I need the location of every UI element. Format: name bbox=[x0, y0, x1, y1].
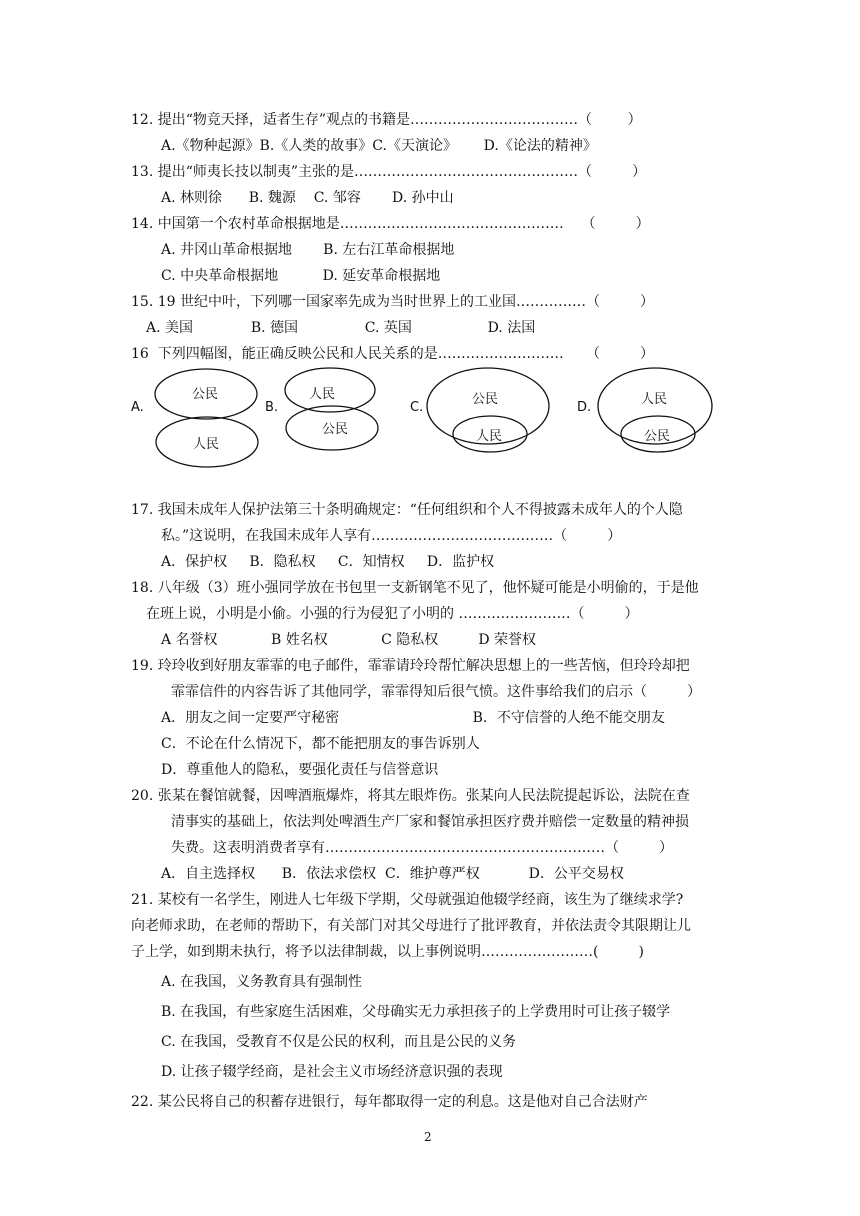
q16-venn-diagrams bbox=[0, 362, 860, 472]
c-renmin-text: 人民 bbox=[476, 429, 503, 444]
q19-stem-line2: 霏霏信件的内容告诉了其他同学，霏霏得知后很气愤。这件事给我们的启示（ ） bbox=[171, 684, 702, 700]
q13-stem: 13. 提出“师夷长技以制夷”主张的是…………………………………………（ ） bbox=[131, 164, 647, 180]
q15-stem: 15. 19 世纪中叶，下列哪一国家率先成为当时世界上的工业国……………（ ） bbox=[131, 294, 655, 310]
q18-stem-line1: 18. 八年级（3）班小强同学放在书包里一支新钢笔不见了，他怀疑可能是小明偷的，于是他 bbox=[131, 580, 699, 596]
q18-stem-line2: 在班上说，小明是小偷。小强的行为侵犯了小明的 ……………………（ ） bbox=[146, 606, 639, 622]
q18-options: A 名誉权 B 姓名权 C 隐私权 D 荣誉权 bbox=[161, 632, 536, 648]
b-renmin-text: 人民 bbox=[309, 387, 336, 402]
q14-options-row1: A. 井冈山革命根据地 B. 左右江革命根据地 bbox=[161, 242, 455, 258]
a-gongmin-text: 公民 bbox=[192, 387, 219, 402]
q20-stem-line1: 20. 张某在餐馆就餐，因啤酒瓶爆炸，将其左眼炸伤。张某向人民法院提起诉讼，法院在查 bbox=[131, 788, 690, 804]
q21-stem-line3: 子上学，如到期未执行，将予以法律制裁，以上事例说明……………………( ) bbox=[131, 944, 644, 960]
q20-stem-line3: 失费。这表明消费者享有……………………………………………………（ ） bbox=[171, 840, 674, 856]
q14-stem: 14. 中国第一个农村革命根据地是………………………………………… （ ） bbox=[131, 216, 650, 232]
q21-option-c: C. 在我国，受教育不仅是公民的权利，而且是公民的义务 bbox=[161, 1034, 517, 1050]
diagram-d-label: D. bbox=[577, 400, 592, 415]
q17-stem-line2: 私。”这说明，在我国未成年人享有…………………………………（ ） bbox=[161, 528, 622, 544]
q19-stem-line1: 19. 玲玲收到好朋友霏霏的电子邮件，霏霏请玲玲帮忙解决思想上的一些苦恼，但玲玲却把 bbox=[131, 658, 690, 674]
q13-options: A. 林则徐 B. 魏源 C. 邹容 D. 孙中山 bbox=[161, 190, 454, 206]
q12-options: A.《物种起源》B.《人类的故事》C.《天演论》 D.《论法的精神》 bbox=[161, 138, 597, 154]
q21-stem-line1: 21. 某校有一名学生，刚进人七年级下学期，父母就强迫他辍学经商，该生为了继续求学? bbox=[131, 892, 684, 908]
q17-stem-line1: 17. 我国未成年人保护法第三十条明确规定：“任何组织和个人不得披露未成年人的个人隐 bbox=[131, 502, 683, 518]
q16-stem: 16 下列四幅图，能正确反映公民和人民关系的是……………………… （ ） bbox=[131, 346, 655, 362]
page-number: 2 bbox=[424, 1130, 432, 1144]
q19-option-ab: A．朋友之间一定要严守秘密 B．不守信誉的人绝不能交朋友 bbox=[161, 710, 665, 726]
q15-options: A. 美国 B. 德国 C. 英国 D. 法国 bbox=[146, 320, 536, 336]
diagram-b-label: B. bbox=[265, 400, 279, 415]
q22-stem-line1: 22. 某公民将自己的积蓄存进银行，每年都取得一定的利息。这是他对自己合法财产 bbox=[131, 1094, 648, 1110]
c-gongmin-text: 公民 bbox=[472, 392, 499, 407]
q20-stem-line2: 清事实的基础上，依法判处啤酒生产厂家和餐馆承担医疗费并赔偿一定数量的精神损 bbox=[171, 814, 689, 830]
q21-option-d: D. 让孩子辍学经商，是社会主义市场经济意识强的表现 bbox=[161, 1064, 503, 1080]
q21-stem-line2: 向老师求助，在老师的帮助下，有关部门对其父母进行了批评教育，并依法责令其限期让儿 bbox=[131, 918, 691, 934]
q17-options: A．保护权 B．隐私权 C．知情权 D．监护权 bbox=[161, 554, 495, 570]
d-renmin-text: 人民 bbox=[641, 392, 668, 407]
b-gongmin-text: 公民 bbox=[322, 422, 349, 437]
diagram-a-label: A. bbox=[131, 400, 144, 415]
q21-option-a: A. 在我国，义务教育具有强制性 bbox=[161, 974, 363, 990]
diagram-c-label: C. bbox=[410, 400, 424, 415]
q19-option-c: C．不论在什么情况下，都不能把朋友的事告诉别人 bbox=[161, 736, 480, 752]
a-renmin-text: 人民 bbox=[193, 437, 220, 452]
q14-options-row2: C. 中央革命根据地 D. 延安革命根据地 bbox=[161, 268, 441, 284]
q12-stem: 12. 提出“物竞天择，适者生存”观点的书籍是………………………………（ ） bbox=[131, 112, 642, 128]
q19-option-d: D．尊重他人的隐私，要强化责任与信誉意识 bbox=[161, 762, 439, 778]
q21-option-b: B. 在我国，有些家庭生活困难，父母确实无力承担孩子的上学费用时可让孩子辍学 bbox=[161, 1004, 671, 1020]
d-gongmin-text: 公民 bbox=[644, 429, 671, 444]
q20-options: A．自主选择权 B．依法求偿权 C．维护尊严权 D．公平交易权 bbox=[161, 866, 624, 882]
